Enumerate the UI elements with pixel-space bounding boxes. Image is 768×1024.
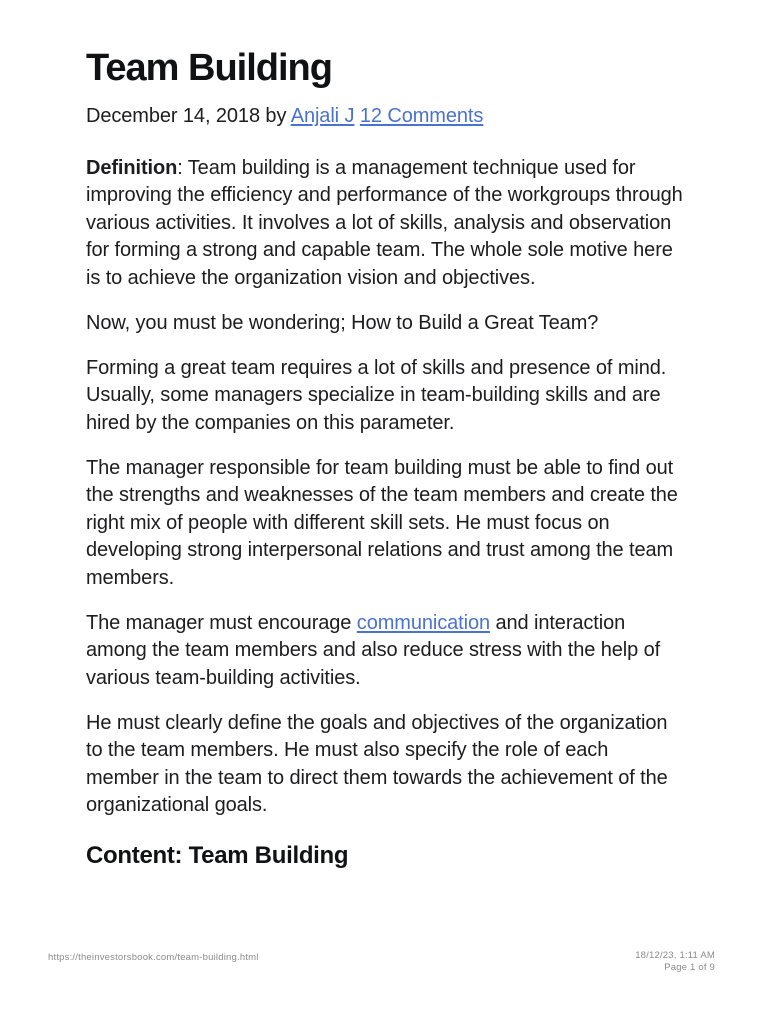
article-paragraph [86, 355, 686, 438]
article-paragraph [86, 610, 686, 693]
section-heading: Content: Team Building [86, 841, 349, 869]
article-paragraph [86, 710, 686, 820]
article-content [86, 46, 686, 870]
article-paragraph [86, 310, 686, 338]
text-segment: and interaction among the team members and also reduce stress with the help of various team-building activities. [86, 611, 661, 689]
footer-url: https://theinvestorsbook.com/team-building.html [48, 952, 259, 963]
communication-link[interactable]: communication [356, 611, 490, 634]
footer-right-block [635, 950, 715, 973]
article-paragraph [86, 455, 686, 593]
bold-text: Definition [86, 156, 178, 179]
article-body [86, 155, 686, 820]
text-segment: : Team building is a management technique used for improving the efficiency and performance of the workgroups through various activities. It involves a lot of skills, analysis and observation for forming a strong and capable team. The whole sole motive here is to achieve the organization vision and objectives. [86, 156, 683, 289]
comments-link[interactable]: 12 Comments [359, 105, 484, 127]
footer-page-number: Page 1 of 9 [664, 961, 715, 973]
text-segment: The manager must encourage [86, 611, 357, 634]
article-paragraph [86, 155, 686, 293]
text-segment: Forming a great team requires a lot of skills and presence of mind. Usually, some managers specialize in team-building skills and are hired by the companies on this parameter. [86, 356, 667, 434]
text-segment: December 14, 2018 by [86, 105, 291, 127]
article-title: Team Building [86, 47, 332, 89]
author-link[interactable]: Anjali J [290, 105, 355, 127]
text-segment: The manager responsible for team building must be able to find out the strengths and weaknesses of the team members and create the right mix of people with different skill sets. He must focus on developing strong interpersonal relations and trust among the team members. [86, 456, 678, 589]
text-segment: Now, you must be wondering; How to Build a Great Team? [86, 311, 599, 334]
text-segment: He must clearly define the goals and objectives of the organization to the team members. He must also specify the role of each member in the team to direct them towards the achievement of the organizational goals. [86, 711, 668, 816]
article-meta [86, 103, 686, 131]
footer-datetime: 18/12/23, 1:11 AM [635, 950, 715, 961]
